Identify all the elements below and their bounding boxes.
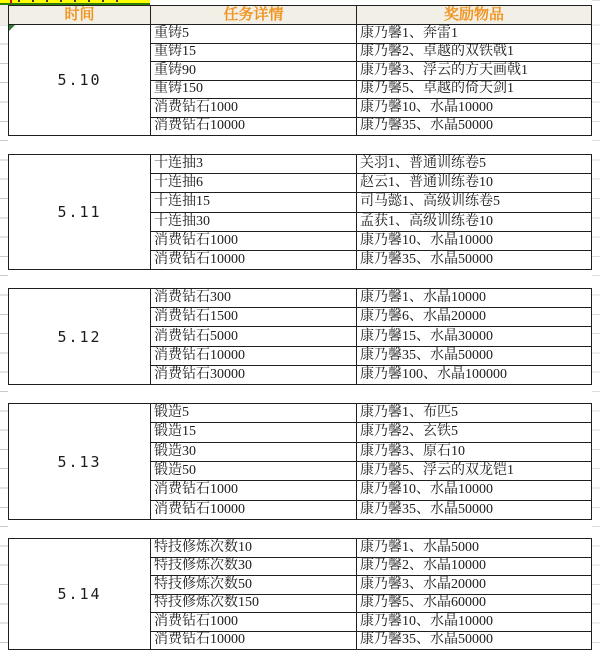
date-group	[8, 288, 592, 385]
task-cell[interactable]: 重铸5	[151, 25, 357, 43]
reward-cell[interactable]: 康乃馨3、原石10	[360, 443, 465, 459]
table-row	[151, 558, 591, 577]
table-row	[151, 501, 591, 519]
task-cell[interactable]: 消费钻石1000	[151, 481, 357, 499]
row-gutter-left	[0, 0, 8, 661]
reward-cell[interactable]: 康乃馨10、水晶10000	[360, 482, 493, 498]
header-corner-cell	[0, 5, 8, 25]
reward-cell[interactable]: 康乃馨100、水晶100000	[360, 366, 507, 382]
task-cell[interactable]: 十连抽3	[151, 155, 357, 173]
date-group	[8, 403, 592, 520]
date-cell[interactable]	[9, 539, 151, 649]
reward-cell[interactable]: 司马懿1、高级训练卷5	[360, 194, 500, 210]
task-cell[interactable]: 消费钻石10000	[151, 251, 357, 269]
date-cell[interactable]	[9, 25, 151, 135]
table-row	[151, 25, 591, 44]
reward-cell[interactable]: 康乃馨10、水晶10000	[360, 99, 493, 115]
date-label: 5.11	[57, 203, 102, 221]
reward-cell[interactable]: 康乃馨5、浮云的双龙铠1	[360, 463, 514, 479]
reward-cell[interactable]: 康乃馨35、水晶50000	[360, 501, 493, 517]
table-row	[151, 44, 591, 63]
task-cell[interactable]: 消费钻石10000	[151, 118, 357, 136]
table-row	[151, 576, 591, 595]
reward-cell[interactable]: 孟获1、高级训练卷10	[360, 213, 493, 229]
reward-cell[interactable]: 康乃馨35、水晶50000	[360, 118, 493, 134]
header-cell-reward[interactable]: 奖励物品	[443, 7, 504, 23]
date-cell[interactable]	[9, 289, 151, 384]
reward-cell[interactable]: 康乃馨3、水晶20000	[360, 576, 486, 592]
reward-cell[interactable]: 康乃馨10、水晶10000	[360, 232, 493, 248]
table-row	[151, 443, 591, 462]
reward-cell[interactable]: 康乃馨1、水晶10000	[360, 290, 486, 306]
reward-cell[interactable]: 康乃馨15、水晶30000	[360, 328, 493, 344]
table-row	[151, 423, 591, 442]
reward-cell[interactable]: 康乃馨35、水晶50000	[360, 632, 493, 648]
group-gap	[8, 270, 592, 288]
reward-cell[interactable]: 康乃馨35、水晶50000	[360, 347, 493, 363]
task-cell[interactable]: 特技修炼次数10	[151, 539, 357, 557]
reward-cell[interactable]: 康乃馨1、奔雷1	[360, 25, 458, 41]
task-cell[interactable]: 十连抽6	[151, 174, 357, 192]
date-label: 5.10	[57, 71, 102, 89]
task-cell[interactable]: 重铸15	[151, 44, 357, 62]
header-row	[8, 5, 592, 25]
table-row	[151, 327, 591, 346]
reward-cell[interactable]: 康乃馨10、水晶10000	[360, 613, 493, 629]
task-cell[interactable]: 消费钻石1000	[151, 99, 357, 117]
table-row	[151, 193, 591, 212]
table-row	[151, 62, 591, 81]
task-cell[interactable]: 消费钻石10000	[151, 632, 357, 650]
date-cell[interactable]	[9, 155, 151, 269]
table-row	[151, 347, 591, 366]
date-cell[interactable]	[9, 404, 151, 519]
task-cell[interactable]: 消费钻石1000	[151, 232, 357, 250]
reward-cell[interactable]: 康乃馨3、浮云的方天画戟1	[360, 62, 528, 78]
header-cell-task[interactable]: 任务详情	[151, 6, 357, 24]
reward-cell[interactable]: 康乃馨1、水晶5000	[360, 539, 479, 555]
table-row	[151, 462, 591, 481]
table-row	[151, 99, 591, 118]
group-gap	[8, 520, 592, 538]
task-cell[interactable]: 特技修炼次数50	[151, 576, 357, 594]
table-row	[151, 118, 591, 136]
date-group	[8, 154, 592, 270]
column-gutter-right	[592, 0, 600, 661]
red-mark	[10, 0, 12, 3]
date-label: 5.12	[57, 327, 102, 346]
reward-cell[interactable]: 康乃馨5、水晶60000	[360, 595, 486, 611]
task-cell[interactable]: 十连抽30	[151, 213, 357, 231]
corner-indicator-icon	[9, 25, 15, 31]
group-gap	[8, 136, 592, 154]
table-row	[151, 539, 591, 558]
task-cell[interactable]: 消费钻石10000	[151, 501, 357, 519]
reward-cell[interactable]: 康乃馨2、卓越的双铁戟1	[360, 44, 514, 60]
date-label: 5.14	[57, 585, 102, 603]
table-row	[151, 481, 591, 500]
reward-cell[interactable]: 康乃馨35、水晶50000	[360, 251, 493, 267]
reward-cell[interactable]: 康乃馨5、卓越的倚天剑1	[360, 81, 514, 97]
task-cell[interactable]: 消费钻石1000	[151, 613, 357, 631]
task-cell[interactable]: 重铸90	[151, 62, 357, 80]
reward-cell[interactable]: 康乃馨1、布匹5	[360, 405, 458, 421]
task-cell[interactable]: 特技修炼次数30	[151, 558, 357, 576]
table-row	[151, 213, 591, 232]
task-cell[interactable]: 消费钻石30000	[151, 366, 357, 384]
table-row	[151, 404, 591, 423]
table-row	[151, 308, 591, 327]
table-row	[151, 595, 591, 614]
reward-cell[interactable]: 康乃馨2、水晶10000	[360, 558, 486, 574]
table-body	[8, 25, 592, 650]
reward-cell[interactable]: 康乃馨6、水晶20000	[360, 309, 486, 325]
table-row	[151, 251, 591, 269]
task-cell[interactable]: 特技修炼次数150	[151, 595, 357, 613]
group-gap	[8, 385, 592, 403]
task-cell[interactable]: 锻造30	[151, 443, 357, 461]
table-row	[151, 81, 591, 100]
table-row	[151, 174, 591, 193]
task-cell[interactable]: 消费钻石5000	[151, 327, 357, 345]
table-row	[151, 232, 591, 251]
task-cell[interactable]: 消费钻石1500	[151, 308, 357, 326]
task-cell[interactable]: 锻造5	[151, 404, 357, 422]
reward-cell[interactable]: 关羽1、普通训练卷5	[360, 156, 486, 172]
date-label: 5.13	[57, 452, 102, 471]
reward-table	[8, 5, 592, 650]
table-row	[151, 155, 591, 174]
date-group	[8, 538, 592, 650]
task-cell[interactable]: 锻造50	[151, 462, 357, 480]
table-row	[151, 289, 591, 308]
cutoff-text-remnant	[18, 0, 118, 2]
task-cell[interactable]: 消费钻石300	[151, 289, 357, 307]
table-row	[151, 632, 591, 650]
table-row	[151, 613, 591, 632]
date-group	[8, 25, 592, 136]
reward-cell[interactable]: 康乃馨2、玄铁5	[360, 424, 458, 440]
task-cell[interactable]: 十连抽15	[151, 193, 357, 211]
table-row	[151, 366, 591, 384]
task-cell[interactable]: 锻造15	[151, 423, 357, 441]
task-cell[interactable]: 重铸150	[151, 81, 357, 99]
header-cell-time[interactable]: 时间	[9, 6, 151, 24]
reward-cell[interactable]: 赵云1、普通训练卷10	[360, 175, 493, 191]
task-cell[interactable]: 消费钻石10000	[151, 347, 357, 365]
